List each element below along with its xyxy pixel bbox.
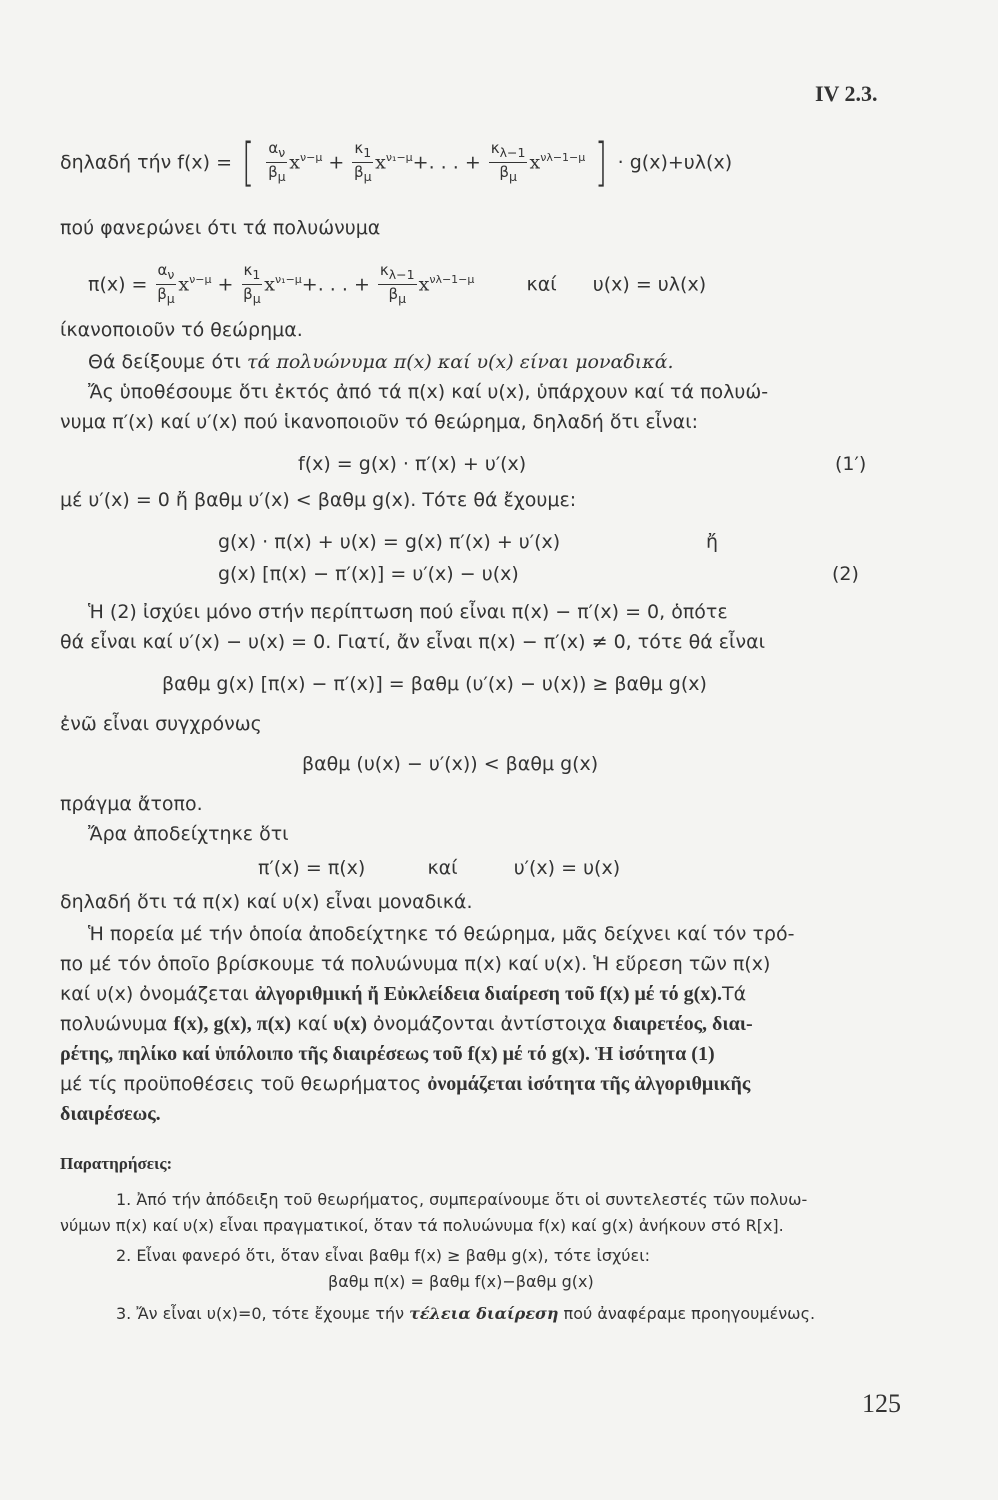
text-line: πολυώνυμα f(x), g(x), π(x) καί υ(x) ὀνομάζονται ἀντίστοιχα διαιρετέος, διαι-	[60, 1013, 753, 1035]
text-line: καί υ(x) ὀνομάζεται ἀλγοριθμική ἤ Εὐκλείδεια διαίρεση τοῦ f(x) μέ τό g(x).Τά	[60, 983, 747, 1005]
equation: g(x) · π(x) + υ(x) = g(x) π′(x) + υ′(x)	[218, 531, 561, 553]
section-header: IV 2.3.	[815, 81, 878, 106]
text-line: διαιρέσεως.	[60, 1103, 161, 1125]
equation-label: (1′)	[835, 453, 867, 475]
text-line: Θά δείξουμε ότι τά πολυώνυμα π(x) καί υ(x) είναι μοναδικά.	[88, 351, 674, 373]
page-number: 125	[862, 1389, 901, 1418]
text-line: ἐνῶ εἶναι συγχρόνως	[60, 713, 262, 735]
right-bracket: ]	[595, 132, 608, 193]
fraction-k1-over-b: $\frac{\kappa_1}{\beta_\mu}$	[354, 139, 372, 185]
equation-label: (2)	[832, 563, 859, 585]
text-line: πράγμα ἄτοπο.	[60, 793, 203, 815]
text-line: πού φανερώνει ότι τά πολυώνυμα	[60, 217, 381, 239]
equation-1-prime: f(x) = g(x) · π′(x) + υ′(x)	[298, 453, 527, 475]
equation-degree-2: βαθμ (υ(x) − υ′(x)) < βαθμ g(x)	[302, 753, 599, 775]
equation-division: δηλαδή τήν f(x) = [ $\frac{\alpha_\nu}{\beta_\mu}$ $x^{\nu-\mu}$ + $\frac{\kappa_1}{\beta_\mu}$ $x^{\nu_1-\mu}+$. . . + $\frac{\kappa_{\lambda-1}}{\beta_\mu}$ $x^{\nu\lambda-1-\mu}$ ] · g(x)+υλ(x)	[60, 132, 733, 193]
text-line: θά εἶναι καί υ′(x) − υ(x) = 0. Γιατί, ἄν εἶναι π(x) − π′(x) ≠ 0, τότε θά εἶναι	[60, 631, 766, 653]
text-line: μέ τίς προϋποθέσεις τοῦ θεωρήματος ὀνομάζεται ἰσότητα τῆς ἀλγοριθμικῆς	[60, 1073, 751, 1095]
text-line: ρέτης, πηλίκο καί ὑπόλοιπο τῆς διαιρέσεως τοῦ f(x) μέ τό g(x). Ἡ ἰσότητα (1)	[60, 1043, 715, 1065]
remark-3: 3. Ἄν εἶναι υ(x)=0, τότε ἔχουμε τήν τέλεια διαίρεση πού ἀναφέραμε προηγουμένως.	[116, 1304, 816, 1323]
equation-degree: βαθμ g(x) [π(x) − π′(x)] = βαθμ (υ′(x) − υ(x)) ≥ βαθμ g(x)	[162, 673, 707, 695]
left-bracket: [	[242, 132, 255, 193]
text-line: ίκανοποιοῦν τό θεώρημα.	[60, 319, 303, 341]
text-line: Ἄς ὑποθέσουμε ὅτι ἐκτός ἀπό τά π(x) καί υ(x), ὑπάρχουν καί τά πολυώ-	[88, 381, 769, 403]
eq1-rhs: · g(x)+υλ(x)	[617, 151, 733, 174]
equation-or: ἤ	[706, 531, 719, 553]
fraction-a-over-b: $\frac{\alpha_\nu}{\beta_\mu}$	[268, 139, 286, 185]
fraction-kl-over-b: $\frac{\kappa_{\lambda-1}}{\beta_\mu}$	[490, 139, 526, 185]
text-line: Ἡ πορεία μέ τήν ὁποία ἀποδείχτηκε τό θεώρημα, μᾶς δείχνει καί τόν τρό-	[88, 923, 795, 945]
remark-1: 1. Ἀπό τήν ἀπόδειξη τοῦ θεωρήματος, συμπεραίνουμε ὅτι οἱ συντελεστές τῶν πολυω-	[116, 1190, 808, 1209]
text-line: Ἄρα ἀποδείχτηκε ὅτι	[88, 823, 289, 845]
equation-pi: π(x) = $\frac{\alpha_\nu}{\beta_\mu}$ $x^{\nu-\mu}$ + $\frac{\kappa_1}{\beta_\mu}$ $x^{\nu_1-\mu}+$. . . + $\frac{\kappa_{\lambda-1}}{\beta_\mu}$ $x^{\nu\lambda-1-\mu}$ καί υ(x) = υλ(x)	[88, 261, 707, 307]
remark-1-cont: νύμων π(x) καί υ(x) εἶναι πραγματικοί, ὅταν τά πολυώνυμα f(x) καί g(x) ἀνήκουν στό R[x].	[60, 1216, 784, 1235]
remark-2-formula: βαθμ π(x) = βαθμ f(x)−βαθμ g(x)	[328, 1272, 594, 1291]
text-line: νυμα π′(x) καί υ′(x) πού ἱκανοποιοῦν τό θεώρημα, δηλαδή ὅτι εἶναι:	[60, 411, 699, 433]
remark-2: 2. Εἶναι φανερό ὅτι, ὅταν εἶναι βαθμ f(x) ≥ βαθμ g(x), τότε ἰσχύει:	[116, 1246, 650, 1265]
eq1-lhs: δηλαδή τήν f(x) =	[60, 151, 232, 174]
text-line: πο μέ τόν ὁποῖο βρίσκουμε τά πολυώνυμα π(x) καί υ(x). Ἡ εὕρεση τῶν π(x)	[60, 953, 771, 975]
equation-2: g(x) [π(x) − π′(x)] = υ′(x) − υ(x)	[218, 563, 519, 585]
text-line: δηλαδή ὅτι τά π(x) καί υ(x) εἶναι μοναδικά.	[60, 891, 473, 913]
equation-uniqueness: π′(x) = π(x) καί υ′(x) = υ(x)	[258, 857, 621, 879]
text-line: μέ υ′(x) = 0 ἤ βαθμ υ′(x) < βαθμ g(x). Τότε θά ἔχουμε:	[60, 489, 577, 511]
text-line: Ἡ (2) ἰσχύει μόνο στήν περίπτωση πού εἶναι π(x) − π′(x) = 0, ὁπότε	[88, 601, 728, 623]
remarks-heading: Παρατηρήσεις:	[60, 1154, 173, 1173]
